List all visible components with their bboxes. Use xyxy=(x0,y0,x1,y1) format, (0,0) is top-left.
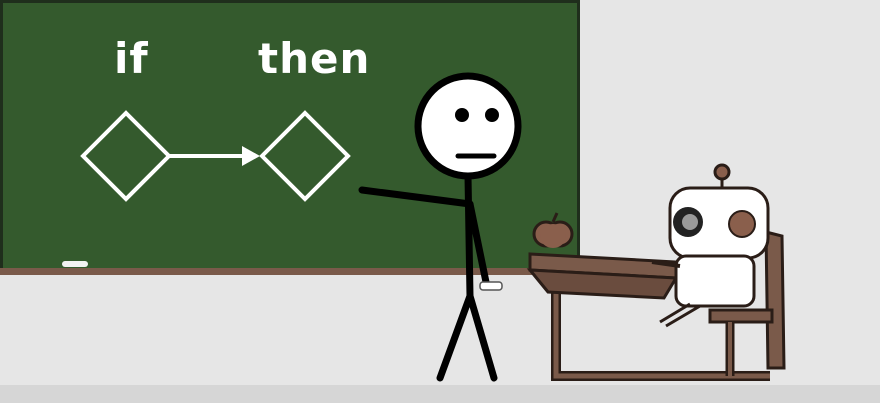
if-label: if xyxy=(114,34,149,83)
chalk-in-hand xyxy=(480,282,502,290)
robot-antenna-ball xyxy=(715,165,729,179)
teacher-eye-right xyxy=(485,108,499,122)
teacher-body xyxy=(468,176,470,296)
teacher-head xyxy=(418,76,518,176)
teacher-leg-left xyxy=(440,296,470,378)
chalk-ledge xyxy=(0,268,580,275)
robot-body xyxy=(676,256,754,306)
robot-eye-right xyxy=(729,211,755,237)
teacher-eye-left xyxy=(455,108,469,122)
teacher-leg-right xyxy=(470,296,494,378)
robot-student xyxy=(652,165,768,326)
floor-shadow xyxy=(0,385,880,403)
chair-seat xyxy=(710,310,772,322)
then-label: then xyxy=(258,34,371,83)
robot-eye-left-lens xyxy=(682,214,698,230)
chair-back xyxy=(766,232,784,368)
chalk-piece xyxy=(62,261,88,267)
